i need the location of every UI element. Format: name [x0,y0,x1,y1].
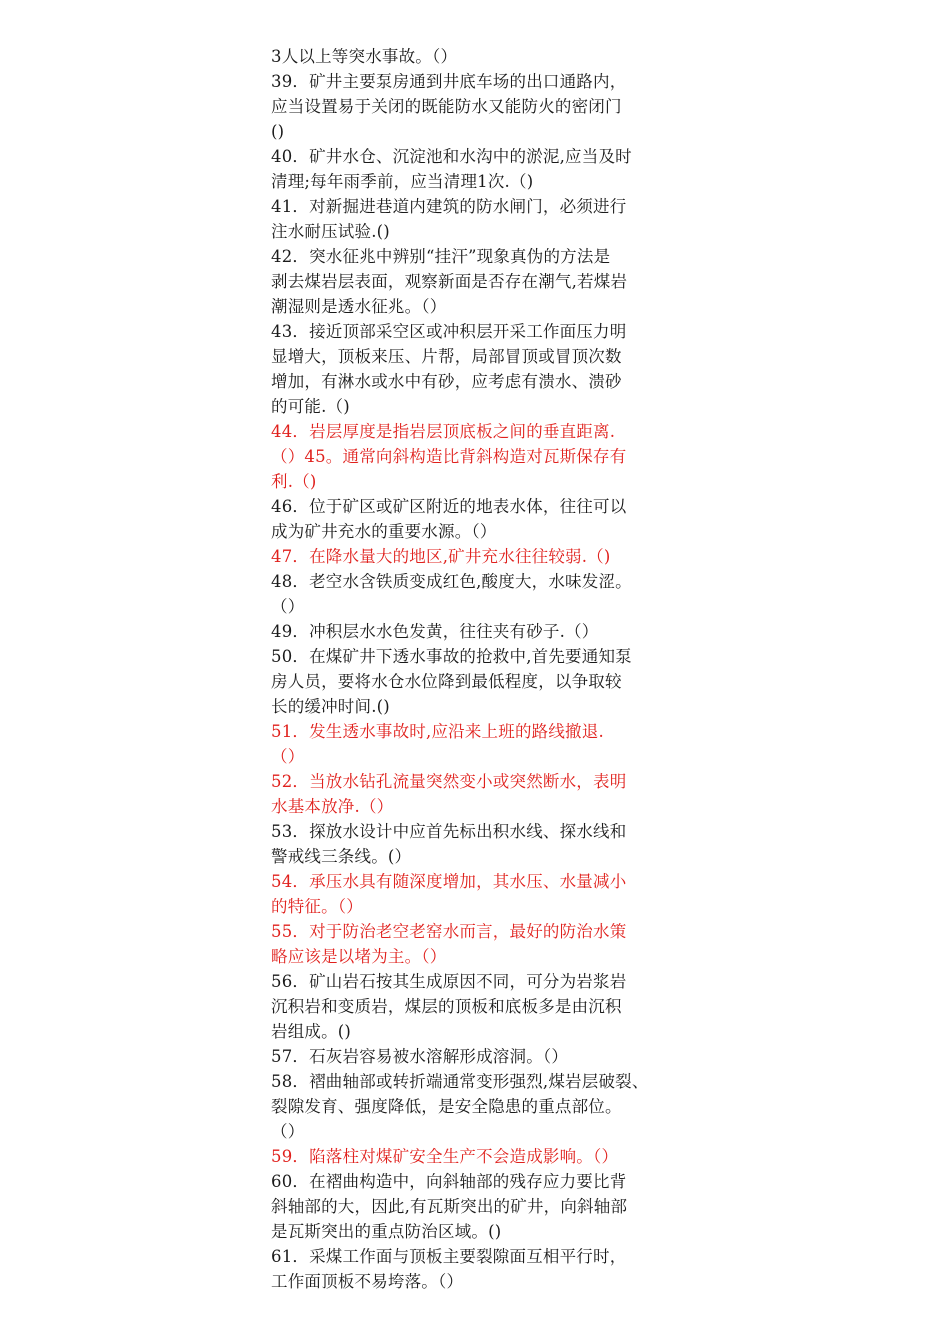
highlighted-text-line: 47．在降水量大的地区,矿井充水往往较弱.（) [271,547,611,566]
text-line: 剥去煤岩层表面，观察新面是否存在潮气,若煤岩 [271,272,628,291]
text-line: 房人员，要将水仓水位降到最低程度，以争取较 [271,672,622,691]
text-line: 48．老空水含铁质变成红色,酸度大，水味发涩。 [271,572,632,591]
text-line: （） [271,597,305,616]
text-line: 40．矿井水仓、沉淀池和水沟中的淤泥,应当及时 [271,147,632,166]
text-line: 42．突水征兆中辨别“挂汗”现象真伪的方法是 [271,247,611,266]
text-line: 潮湿则是透水征兆。（） [271,297,447,316]
text-line: 岩组成。() [271,1022,352,1041]
text-line: 长的缓冲时间.() [271,697,390,716]
text-line: 成为矿井充水的重要水源。（） [271,522,497,541]
highlighted-text-line: 54．承压水具有随深度增加，其水压、水量减小 [271,872,627,891]
highlighted-text-line: 59．陷落柱对煤矿安全生产不会造成影响。（） [271,1147,619,1166]
highlighted-text-line: 51．发生透水事故时,应沿来上班的路线撤退. [271,722,604,741]
text-line: 裂隙发育、强度降低，是安全隐患的重点部位。 [271,1097,622,1116]
highlighted-text-line: 水基本放净.（） [271,797,394,816]
text-line: 工作面顶板不易垮落。（） [271,1272,464,1291]
text-line: () [271,122,285,141]
highlighted-text-line: 55．对于防治老空老窑水而言，最好的防治水策 [271,922,627,941]
document-body [271,44,691,1294]
text-line: 41．对新掘进巷道内建筑的防水闸门，必须进行 [271,197,627,216]
text-line: 3人以上等突水事故。（） [271,47,458,66]
text-line: 增加，有淋水或水中有砂，应考虑有溃水、溃砂 [271,372,622,391]
highlighted-text-line: 52．当放水钻孔流量突然变小或突然断水，表明 [271,772,627,791]
text-line: 39．矿井主要泵房通到井底车场的出口通路内， [271,72,627,91]
text-line: 43．接近顶部采空区或冲积层开采工作面压力明 [271,322,627,341]
text-line: 注水耐压试验.() [271,222,390,241]
text-line: 斜轴部的大，因此,有瓦斯突出的矿井，向斜轴部 [271,1197,628,1216]
text-line: 58．褶曲轴部或转折端通常变形强烈,煤岩层破裂、 [271,1072,649,1091]
highlighted-text-line: 的特征。（） [271,897,363,916]
text-line: 57．石灰岩容易被水溶解形成溶洞。（） [271,1047,569,1066]
text-line: 警戒线三条线。(） [271,847,412,866]
highlighted-text-line: 44．岩层厚度是指岩层顶底板之间的垂直距离. [271,422,616,441]
text-line: 56．矿山岩石按其生成原因不同，可分为岩浆岩 [271,972,627,991]
text-line: （） [271,1122,305,1141]
text-line: 显增大，顶板来压、片帮，局部冒顶或冒顶次数 [271,347,622,366]
text-line: 应当设置易于关闭的既能防水又能防火的密闭门 [271,97,622,116]
text-line: 的可能.（) [271,397,350,416]
text-line: 60．在褶曲构造中，向斜轴部的残存应力要比背 [271,1172,627,1191]
highlighted-text-line: 略应该是以堵为主。（） [271,947,447,966]
text-line: 沉积岩和变质岩，煤层的顶板和底板多是由沉积 [271,997,622,1016]
highlighted-text-line: （） [271,747,305,766]
text-line: 61．采煤工作面与顶板主要裂隙面互相平行时， [271,1247,627,1266]
text-line: 53．探放水设计中应首先标出积水线、探水线和 [271,822,627,841]
highlighted-text-line: （）45。通常向斜构造比背斜构造对瓦斯保存有 [271,447,627,466]
text-line: 是瓦斯突出的重点防治区域。() [271,1222,502,1241]
highlighted-text-line: 利.（) [271,472,317,491]
text-line: 49．冲积层水水色发黄，往往夹有砂子.（） [271,622,599,641]
text-line: 46．位于矿区或矿区附近的地表水体，往往可以 [271,497,627,516]
text-line: 50．在煤矿井下透水事故的抢救中,首先要通知泵 [271,647,632,666]
text-line: 清理;每年雨季前，应当清理1次.（) [271,172,534,191]
